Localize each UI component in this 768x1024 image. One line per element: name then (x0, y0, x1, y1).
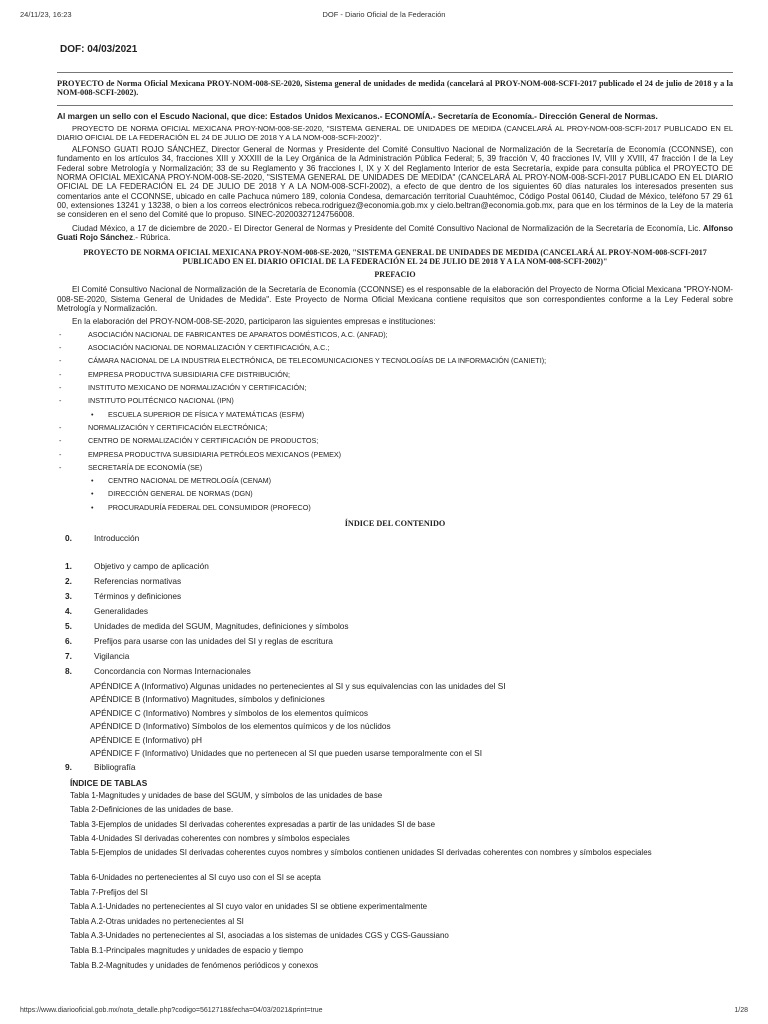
indice-number: 8. (65, 665, 72, 676)
indice-item (57, 622, 733, 637)
tabla-item: Tabla A.1-Unidades no pertenecientes al SI cuyo valor en unidades SI se obtiene experimentalmente (70, 902, 428, 912)
indice-item (57, 637, 733, 652)
indice-number: 6. (65, 635, 72, 646)
signature-name: Alfonso Guati Rojo Sánchez (57, 223, 733, 243)
margin-note: Al margen un sello con el Escudo Nacional, que dice: Estados Unidos Mexicanos.- ECONOMÍA.- Secretaría de Economía.- Dirección General de Normas. (57, 110, 658, 121)
indice-item (57, 607, 733, 622)
indice-item (57, 667, 733, 682)
indice-label: Bibliografía (94, 762, 136, 773)
print-timestamp: 24/11/23, 16:23 (20, 10, 72, 19)
participant-subitem: • CENTRO NACIONAL DE METROLOGÍA (CENAM) (57, 477, 733, 490)
tabla-item: Tabla 1-Magnitudes y unidades de base del SGUM, y símbolos de las unidades de base (70, 790, 383, 800)
indice-label: Prefijos para usarse con las unidades del SI y reglas de escritura (94, 635, 333, 646)
participant-item: - INSTITUTO MEXICANO DE NORMALIZACIÓN Y CERTIFICACIÓN; (57, 384, 733, 397)
indice-item (57, 592, 733, 607)
norm-title: PROYECTO DE NORMA OFICIAL MEXICANA PROY-NOM-008-SE-2020, "SISTEMA GENERAL DE UNIDADES DE MEDIDA (CANCELARÁ AL PROY-NOM-008-SCFI-2017 PUBLICADO EN EL DIARIO OFICIAL DE LA FEDERACIÓN EL 24 DE JULIO DE 2018 Y A LA NOM-008-SCFI-2002)" (83, 247, 707, 266)
indice-number: 3. (65, 590, 72, 601)
signature-paragraph (57, 224, 733, 243)
print-page-title: DOF - Diario Oficial de la Federación (322, 10, 446, 19)
appendix-item: APÉNDICE F (Informativo) Unidades que no pertenecen al SI que pueden usarse temporalmente con el SI (90, 748, 483, 759)
indice-label: Concordancia con Normas Internacionales (94, 665, 251, 676)
indice-label: Objetivo y campo de aplicación (94, 560, 209, 571)
appendix-list (57, 682, 733, 764)
participant-item: - EMPRESA PRODUCTIVA SUBSIDIARIA CFE DISTRIBUCIÓN; (57, 371, 733, 384)
prefacio-heading: PREFACIO (374, 270, 416, 280)
indice-number: 5. (65, 620, 72, 631)
indice-item (57, 534, 733, 562)
participant-item: - NORMALIZACIÓN Y CERTIFICACIÓN ELECTRÓNICA; (57, 424, 733, 437)
signature-tail: .- Rúbrica. (133, 233, 171, 243)
tabla-item: Tabla B.2-Magnitudes y unidades de fenómenos periódicos y conexos (70, 960, 319, 970)
indice-heading: ÍNDICE DEL CONTENIDO (344, 519, 446, 528)
document-body (57, 44, 733, 975)
tablas-list (57, 791, 733, 976)
appendix-item: APÉNDICE E (Informativo) pH (90, 734, 203, 745)
tabla-item: Tabla B.1-Principales magnitudes y unidades de espacio y tiempo (70, 946, 304, 956)
signature-text: Ciudad México, a 17 de diciembre de 2020.- El Director General de Normas y Presidente del Comité Consultivo Nacional de Normalización de la Secretaría de Economía, Lic. (72, 223, 703, 233)
appendix-item: APÉNDICE A (Informativo) Algunas unidades no pertenecientes al SI y sus equivalencias con las unidades del SI (90, 680, 506, 691)
divider (57, 105, 733, 106)
tabla-item: Tabla 4-Unidades SI derivadas coherentes con nombres y símbolos especiales (70, 834, 350, 844)
document-headline: PROYECTO de Norma Oficial Mexicana PROY-NOM-008-SE-2020, Sistema general de unidades de medida (cancelará al PROY-NOM-008-SCFI-2017 publicado el 24 de julio de 2018 y a la NOM-008-SCFI-2002). (57, 78, 733, 98)
participant-subitem: • DIRECCIÓN GENERAL DE NORMAS (DGN) (57, 490, 733, 503)
participant-item: - ASOCIACIÓN NACIONAL DE NORMALIZACIÓN Y CERTIFICACIÓN, A.C.; (57, 344, 733, 357)
print-page-number: 1/28 (734, 1007, 748, 1014)
appendix-item: APÉNDICE D (Informativo) Símbolos de los elementos químicos y de los núclidos (90, 721, 391, 732)
tabla-item: Tabla 6-Unidades no pertenecientes al SI cuyo uso con el SI se acepta (70, 873, 321, 883)
indice-label: Generalidades (94, 605, 148, 616)
participants-intro: En la elaboración del PROY-NOM-008-SE-2020, participaron las siguientes empresas e instituciones: (72, 317, 436, 327)
indice-number: 9. (65, 762, 72, 773)
participant-item: - ASOCIACIÓN NACIONAL DE FABRICANTES DE APARATOS DOMÉSTICOS, A.C. (ANFAD); (57, 331, 733, 344)
body-paragraph: ALFONSO GUATI ROJO SÁNCHEZ, Director General de Normas y Presidente del Comité Consultivo Nacional de Normalización de la Secretaría de Economía (CCONNSE), con fundamento en los artículos 34, fracciones XIII y XXXIII de la Ley Orgánica de la Administración Pública Federal; 5, 39 fracción V, 40 fracciones IV, VIII y XVIII, 47 fracción I de la Ley Federal sobre Metrología y Normalización; 33 de su Reglamento y 36 fracciones I, IX y X del Reglamento Interior de esta Secretaría, expide para consulta pública el PROYECTO DE NORMA OFICIAL MEXICANA PROY-NOM-008-SE-2020, "SISTEMA GENERAL DE UNIDADES DE MEDIDA" (CANCELARÁ AL PROY-NOM-008-SCFI-2017 PUBLICADO EN EL DIARIO OFICIAL DE LA FEDERACIÓN EL 24 DE JULIO DE 2018 Y A LA NOM-008-SCFI-2002), a efecto de que dentro de los siguientes 60 días naturales los interesados presenten sus comentarios ante el CCONNSE, ubicado en calle Pachuca número 189, colonia Condesa, demarcación territorial Cuauhtémoc, Código Postal 06140, Ciudad de México, teléfono 57 29 61 00, extensiones 13241 y 13238, o bien a los correos electrónicos rebeca.rodriguez@economia.gob.mx y cielo.beltran@economia.gob.mx, para que en los términos de la Ley de la materia se consideren en el seno del Comité que lo propuso. SINEC-20200327124756008. (57, 144, 733, 220)
indice-item (57, 652, 733, 667)
indice-item (57, 562, 733, 577)
print-url: https://www.diariooficial.gob.mx/nota_detalle.php?codigo=5612718&fecha=04/03/2021&print=true (20, 1007, 323, 1014)
project-line: PROYECTO DE NORMA OFICIAL MEXICANA PROY-NOM-008-SE-2020, "SISTEMA GENERAL DE UNIDADES DE MEDIDA (CANCELARÁ AL PROY-NOM-008-SCFI-2017 PUBLICADO EN EL DIARIO OFICIAL DE LA FEDERACIÓN EL 24 DE JULIO DE 2018 Y A LA NOM-008-SCFI-2002)". (57, 124, 733, 143)
participant-subitem: • PROCURADURÍA FEDERAL DEL CONSUMIDOR (PROFECO) (57, 504, 733, 517)
tabla-item: Tabla 7-Prefijos del SI (70, 887, 148, 897)
tabla-item: Tabla 3-Ejemplos de unidades SI derivadas coherentes expresadas a partir de las unidades SI de base (70, 819, 436, 829)
participant-item: - CÁMARA NACIONAL DE LA INDUSTRIA ELECTRÓNICA, DE TELECOMUNICACIONES Y TECNOLOGÍAS DE LA INFORMACIÓN (CANIETI); (57, 357, 733, 370)
participant-item: - INSTITUTO POLITÉCNICO NACIONAL (IPN) (57, 397, 733, 410)
tabla-item: Tabla A.3-Unidades no pertenecientes al SI, asociadas a los sistemas de unidades CGS y CGS-Gaussiano (70, 931, 449, 941)
indice-label: Unidades de medida del SGUM, Magnitudes, definiciones y símbolos (94, 620, 349, 631)
appendix-item: APÉNDICE B (Informativo) Magnitudes, símbolos y definiciones (90, 694, 325, 705)
participant-item: - SECRETARÍA DE ECONOMÍA (SE) (57, 464, 733, 477)
participants-list (57, 331, 733, 517)
participant-item: - EMPRESA PRODUCTIVA SUBSIDIARIA PETRÓLEOS MEXICANOS (PEMEX) (57, 451, 733, 464)
tabla-item: Tabla A.2-Otras unidades no pertenecientes al SI (70, 916, 244, 926)
tabla-item: Tabla 2-Definiciones de las unidades de base. (70, 805, 234, 815)
prefacio-paragraph: El Comité Consultivo Nacional de Normalización de la Secretaría de Economía (CCONNSE) es el responsable de la elaboración del Proyecto de Norma Oficial Mexicana "PROY-NOM-008-SE-2020, Sistema General de Unidades de Medida". Este Proyecto de Norma Oficial Mexicana contiene requisitos que son correspondientes conforme a la Ley Federal sobre Metrología y Normalización. (57, 285, 733, 314)
indice-item (57, 763, 733, 778)
appendix-item: APÉNDICE C (Informativo) Nombres y símbolos de los elementos químicos (90, 707, 369, 718)
tabla-item: Tabla 5-Ejemplos de unidades SI derivadas coherentes cuyos nombres y símbolos contienen unidades SI derivadas coherentes con nombres y símbolos especiales (70, 848, 652, 858)
indice-number: 0. (65, 532, 72, 543)
tablas-heading: ÍNDICE DE TABLAS (70, 778, 148, 789)
publication-date: DOF: 04/03/2021 (60, 44, 138, 55)
indice-number: 7. (65, 650, 72, 661)
indice-number: 1. (65, 560, 72, 571)
participant-subitem: • ESCUELA SUPERIOR DE FÍSICA Y MATEMÁTICAS (ESFM) (57, 411, 733, 424)
indice-item (57, 577, 733, 592)
indice-number: 4. (65, 605, 72, 616)
indice-label: Vigilancia (94, 650, 130, 661)
participant-item: - CENTRO DE NORMALIZACIÓN Y CERTIFICACIÓN DE PRODUCTOS; (57, 437, 733, 450)
indice-list (57, 562, 733, 682)
indice-label: Referencias normativas (94, 575, 182, 586)
browser-print-footer (20, 1007, 748, 1014)
indice-label: Términos y definiciones (94, 590, 182, 601)
indice-label: Introducción (94, 532, 140, 543)
indice-number: 2. (65, 575, 72, 586)
